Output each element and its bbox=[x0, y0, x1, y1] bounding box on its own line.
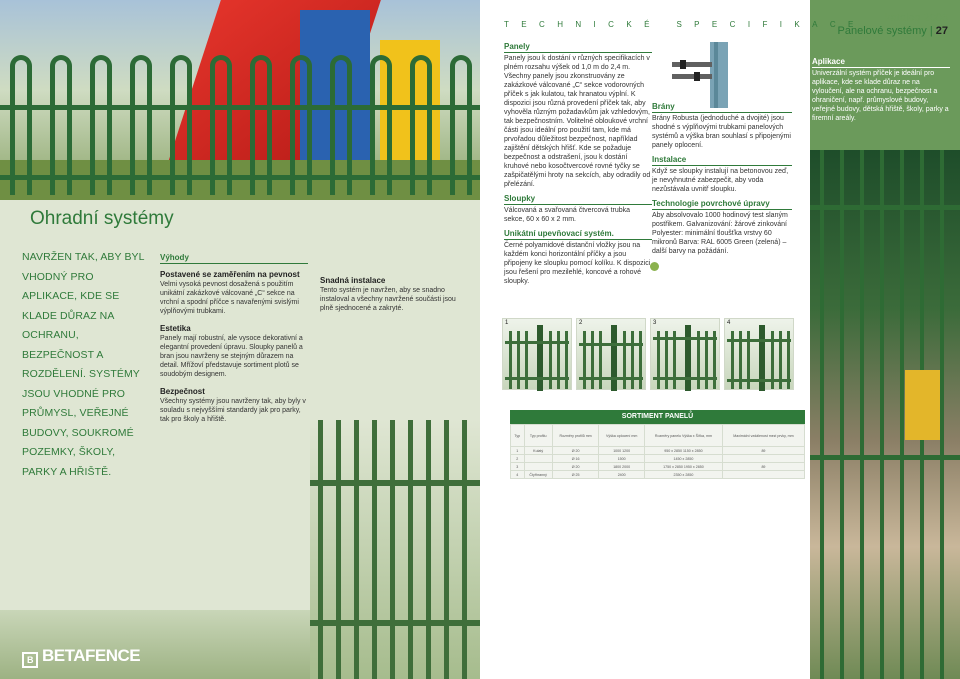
post-fixing-illustration bbox=[670, 40, 750, 110]
table-row bbox=[511, 447, 805, 455]
table-row bbox=[511, 455, 805, 463]
table-cell bbox=[722, 471, 804, 479]
panel-type-1 bbox=[502, 318, 572, 390]
table-cell: Ø 16 bbox=[552, 455, 599, 463]
panel-type-2 bbox=[576, 318, 646, 390]
panels-heading: Panely bbox=[504, 42, 652, 53]
fixing-heading: Unikátní upevňovací systém. bbox=[504, 229, 652, 240]
application-text: Univerzální systém příček je ideální pro aplikace, kde se klade důraz ne na vyloučení, ale na ochranu, bezpečnost a ohraničení, např. průmyslové budovy, veřejné budovy, dětská hřiště, školy, parky a firemní areály. bbox=[812, 70, 949, 122]
table-row bbox=[511, 463, 805, 471]
spec-column-2 bbox=[652, 102, 792, 256]
coating-text: Aby absolvovalo 1000 hodinový test slaným postřikem. Galvanizování: žárové zinkování Polyester: minimální tloušťka vrstvy 60 mikronů Barva: RAL 6005 Green (zelená) – další barvy na požádání. bbox=[652, 212, 788, 255]
table-header: Typ profilu bbox=[524, 425, 552, 447]
catalog-name: Panelové systémy | 27 bbox=[837, 25, 948, 37]
table-cell: 950 x 2850 1150 x 2850 bbox=[644, 447, 722, 455]
table-cell: 1750 x 2850 1950 x 2850 bbox=[644, 463, 722, 471]
panel-range-table bbox=[510, 410, 805, 479]
strength-heading: Postavené se zaměřením na pevnost bbox=[160, 270, 300, 279]
table-cell: 1 bbox=[511, 447, 525, 455]
table-cell: 89 bbox=[722, 463, 804, 471]
right-page bbox=[480, 0, 960, 679]
catalog-year: katalog 2006 bbox=[885, 12, 948, 24]
table-cell: 89 bbox=[722, 447, 804, 455]
spec-column-1 bbox=[504, 42, 652, 286]
table-cell: 2400 bbox=[599, 471, 645, 479]
logo-text: BETAFENCE bbox=[42, 646, 141, 665]
safety-heading: Bezpečnost bbox=[160, 387, 205, 396]
betafence-logo bbox=[22, 646, 140, 668]
table-cell bbox=[524, 455, 552, 463]
table-cell: Čtyřhranný bbox=[524, 471, 552, 479]
table-cell bbox=[722, 455, 804, 463]
spec-title: TECHNICKÉ SPECIFIKACE bbox=[504, 20, 866, 29]
playground-photo bbox=[0, 0, 480, 200]
application-block bbox=[812, 57, 950, 123]
panel-type-3 bbox=[650, 318, 720, 390]
fence-photo-right bbox=[310, 420, 480, 679]
table-cell: 4 bbox=[511, 471, 525, 479]
table-header: Typ bbox=[511, 425, 525, 447]
intro-text: NAVRŽEN TAK, ABY BYL VHODNÝ PRO APLIKACE, KDE SE KLADE DŮRAZ NA OCHRANU, BEZPEČNOST A ROZDĚLENÍ. SYSTÉMY JSOU VHODNÉ PRO PRŮMYSL, VEŘEJNÉ BUDOVY, SOUKROMÉ POZEMKY, ŠKOLY, PARKY A HŘIŠTĚ. bbox=[22, 251, 145, 478]
panel-number: 4 bbox=[727, 320, 731, 326]
fixing-text: Černé polyamidové distanční vložky jsou na každém konci horizontální příčky a jsou připojeny ke sloupku pomocí kolíku. K dispozici jsou řešení pro mezilehlé, koncové a rohové sloupky. bbox=[504, 242, 651, 285]
fence-photo-bottom bbox=[0, 610, 310, 679]
table-cell: Ø 20 bbox=[552, 463, 599, 471]
table-cell: 1500 bbox=[599, 455, 645, 463]
table-title: SORTIMENT PANELŮ bbox=[510, 410, 805, 424]
strength-text: Velmi vysoká pevnost dosažená s použitím unikátní zakázkové válcované „C“ sekce na vrchní a spodní příčce s navařenými svislými výplňovými trubkami. bbox=[160, 281, 299, 315]
safety-text: Všechny systémy jsou navrženy tak, aby byly v souladu s nejvyššími standardy jak pro parky, tak pro školy a hřiště. bbox=[160, 398, 306, 423]
table-cell: 1000 1200 bbox=[599, 447, 645, 455]
install-text: Tento systém je navržen, aby se snadno instaloval a všechny navržené součásti jsou plně sjednocené a zakryté. bbox=[320, 287, 456, 312]
install-heading: Snadná instalace bbox=[320, 276, 386, 285]
table-cell: Ø 25 bbox=[552, 471, 599, 479]
panels-text: Panely jsou k dostání v různých specifikacích v plném rozsahu výšek od 1,0 m do 2,4 m. Všechny panely jsou zkonstruovány ze zakázkové válcované „C“ sekce vodorovných příček s jak kulatou, tak hranatou výplní. K dispozici jsou různá provedení příček tak, aby vyhověla různým požadavkům jak vzhledovým, tak bezpečnostním. Volitelné obloukové vrchní části jsou ideální pro použití tam, kde má prvořadou důležitost bezpečnost, například zajištění dětských hřišť. Kde se požaduje bezpečnost a odstrašení, jsou k dostání kruhové nebo kosočtvercové rovné tyčky se zašpičatělými hroty na sekcích, aby odradily od přelézání. bbox=[504, 55, 651, 188]
install-column bbox=[320, 270, 470, 313]
installation-heading: Instalace bbox=[652, 155, 792, 166]
aesthetics-text: Panely mají robustní, ale vysoce dekorativní a elegantní provedení úpravu. Sloupky panelů a bran jsou navrženy se stejným důrazem na detail. Mřížoví představuje sortiment plotů se soudobým designem. bbox=[160, 335, 303, 378]
table-cell: 1800 2000 bbox=[599, 463, 645, 471]
table-cell: 1450 x 2850 bbox=[644, 455, 722, 463]
table-cell: Ø 20 bbox=[552, 447, 599, 455]
bullet-icon bbox=[650, 262, 659, 271]
advantages-title: Výhody bbox=[160, 253, 308, 264]
table-header: Rozměry profilů mm bbox=[552, 425, 599, 447]
installation-text: Když se sloupky instalují na betonovou zeď, je nevyhnutné zabezpečit, aby voda nezůstávala uvnitř sloupku. bbox=[652, 168, 789, 193]
page-title: Ohradní systémy bbox=[30, 208, 174, 229]
advantages-column bbox=[160, 253, 308, 424]
table-cell: 2 bbox=[511, 455, 525, 463]
panel-number: 1 bbox=[505, 320, 509, 326]
gates-text: Brány Robusta (jednoduché a dvojité) jsou shodné s výplňovými trubkami panelových systémů a výška bran souhlasí s připojenými panely oplocení. bbox=[652, 115, 791, 149]
gates-heading: Brány bbox=[652, 102, 792, 113]
panel-number: 2 bbox=[579, 320, 583, 326]
aesthetics-heading: Estetika bbox=[160, 324, 191, 333]
table-cell bbox=[524, 463, 552, 471]
posts-text: Válcovaná a svařovaná čtvercová trubka sekce, 60 x 60 x 2 mm. bbox=[504, 207, 631, 223]
table-cell: 3 bbox=[511, 463, 525, 471]
logo-mark-icon: B bbox=[22, 652, 38, 668]
table-header: Výška oplocení mm bbox=[599, 425, 645, 447]
table-header: Rozměry panelu Výška x Šířka, mm bbox=[644, 425, 722, 447]
table-header: Maximální vzdálenost mezi prvky, mm bbox=[722, 425, 804, 447]
panel-table bbox=[510, 424, 805, 479]
panel-number: 3 bbox=[653, 320, 657, 326]
application-heading: Aplikace bbox=[812, 57, 950, 68]
posts-heading: Sloupky bbox=[504, 194, 652, 205]
table-row bbox=[511, 471, 805, 479]
page-number: 27 bbox=[935, 25, 948, 37]
table-cell: Kulatý bbox=[524, 447, 552, 455]
coating-heading: Technologie povrchové úpravy bbox=[652, 199, 792, 210]
catalog-title: Panelové systémy bbox=[837, 25, 927, 37]
table-cell: 2350 x 2850 bbox=[644, 471, 722, 479]
panel-type-4 bbox=[724, 318, 794, 390]
